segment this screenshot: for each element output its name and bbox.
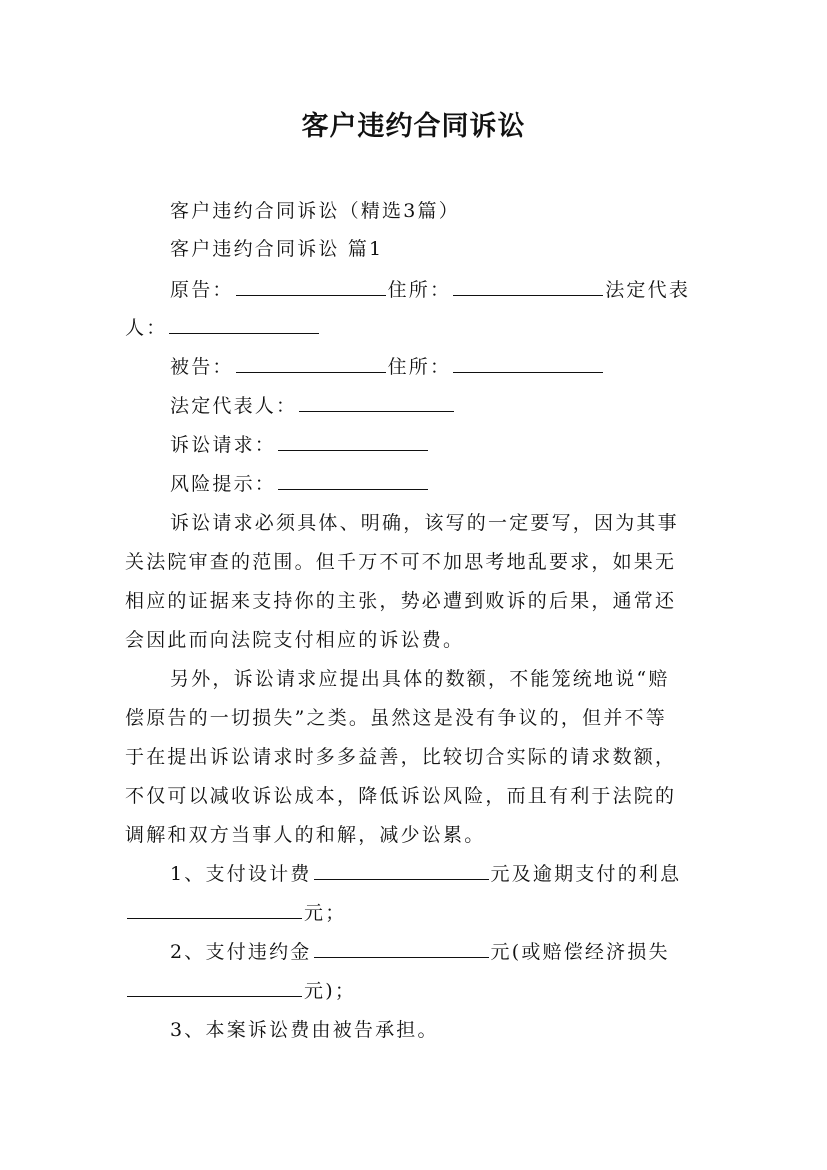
risk-line [170,470,430,498]
document-title: 客户违约合同诉讼 [301,111,526,142]
legal-rep-label: 法定代表人： [170,395,298,417]
economic-loss-blank[interactable] [127,978,302,997]
paragraph-line: 关法院审查的范围。但千万不可不加思考地乱要求，如果无 [125,551,677,573]
claims-label: 诉讼请求： [170,434,277,456]
penalty-blank[interactable] [314,939,489,958]
claim-item-2: 2、支付违约金 元(或赔偿经济损失 [170,941,670,963]
plaintiff-blank[interactable] [236,277,386,296]
paragraph-line: 偿原告的一切损失”之类。虽然这是没有争议的，但并不等 [125,707,667,729]
defendant-legal-rep-blank[interactable] [299,393,454,412]
section-heading: 客户违约合同诉讼 篇1 [170,238,384,260]
plaintiff-address-blank[interactable] [453,277,603,296]
legal-rep-label-part2: 人： [125,317,168,339]
paragraph-line: 相应的证据来支持你的主张，势必遭到败诉的后果，通常还 [125,590,677,612]
plaintiff-label: 原告： [170,279,234,301]
paragraph-line: 会因此而向法院支付相应的诉讼费。 [125,629,465,651]
risk-blank[interactable] [278,471,428,490]
claims-line [170,431,430,459]
defendant-line [170,353,605,381]
defendant-address-label: 住所： [387,356,452,378]
claim-item-1: 1、支付设计费 元及逾期支付的利息 [170,863,682,885]
plaintiff-legal-rep-blank[interactable] [169,315,319,334]
claim-item-2-cont: 元)； [125,977,356,1005]
paragraph-line: 不仅可以减收诉讼成本，降低诉讼风险，而且有利于法院的 [125,785,677,807]
paragraph-line: 调解和双方当事人的和解，减少讼累。 [125,824,486,846]
address-label: 住所： [387,279,452,301]
paragraph-line: 另外，诉讼请求应提出具体的数额，不能笼统地说“赔 [170,668,670,690]
risk-label: 风险提示： [170,473,277,495]
subtitle: 客户违约合同诉讼（精选3篇） [170,200,460,222]
paragraph-line: 于在提出诉讼请求时多多益善，比较切合实际的请求数额， [125,746,677,768]
defendant-label: 被告： [170,356,234,378]
paragraph-line: 诉讼请求必须具体、明确，该写的一定要写，因为其事 [170,512,679,534]
plaintiff-legal-rep-line [125,314,321,342]
claims-blank[interactable] [278,432,428,451]
design-fee-blank[interactable] [314,861,489,880]
defendant-blank[interactable] [236,354,386,373]
claim-item-3: 3、本案诉讼费由被告承担。 [170,1019,439,1041]
legal-rep-label-part1: 法定代表 [605,279,691,301]
defendant-legal-rep-line [170,392,456,420]
plaintiff-line [170,276,690,304]
interest-blank[interactable] [127,900,302,919]
claim-item-1-cont: 元； [125,899,346,927]
defendant-address-blank[interactable] [453,354,603,373]
